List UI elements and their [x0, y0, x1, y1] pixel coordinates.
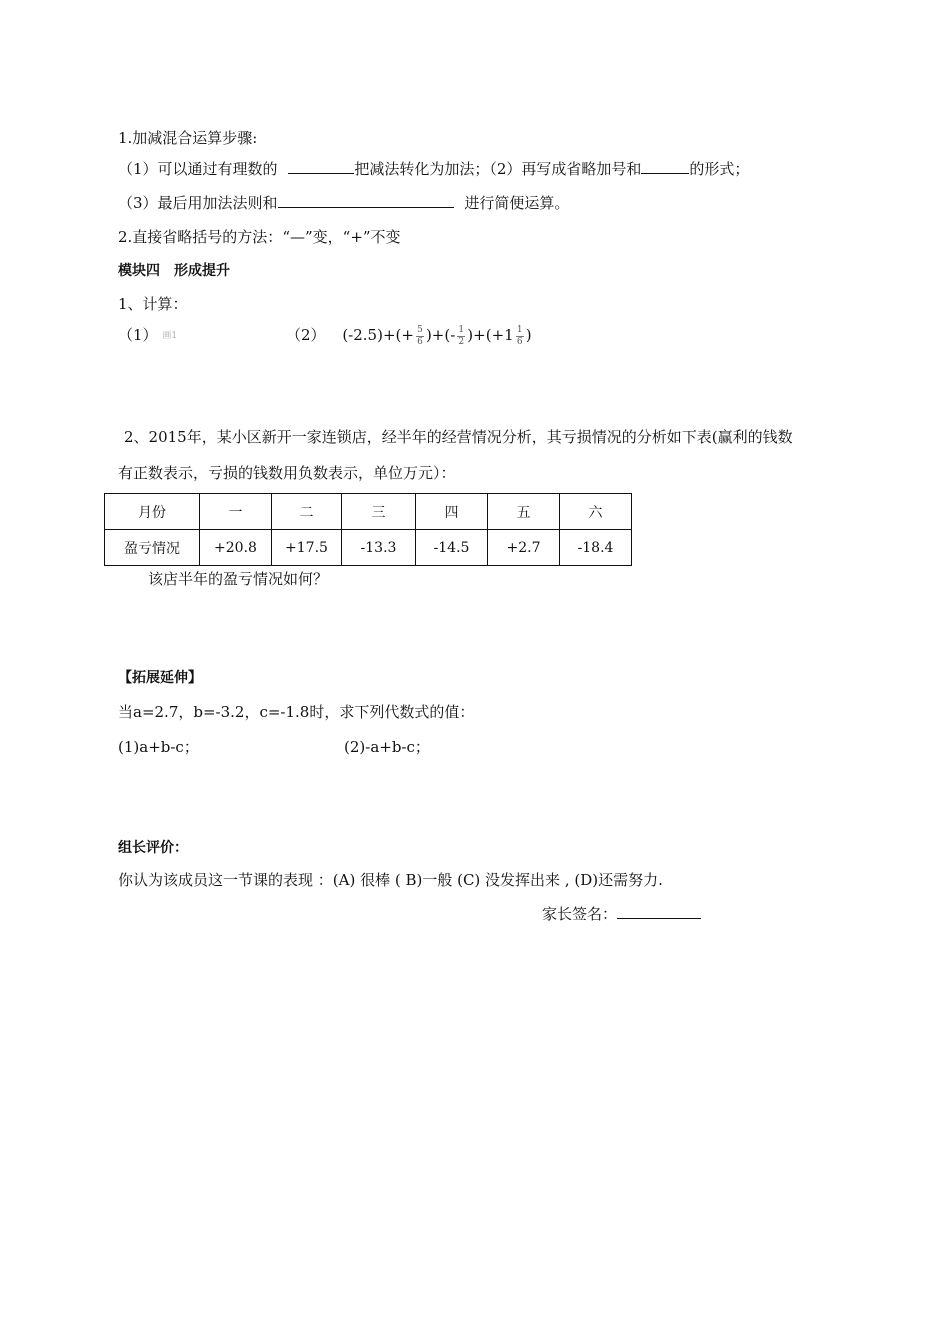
extension-q1: (1)a+b-c； [118, 738, 199, 756]
module-title: 模块四 形成提升 [118, 263, 230, 279]
fraction-one-sixth: $\frac{1}{6}$ [516, 324, 523, 347]
table-header-row [105, 494, 632, 530]
q2-part3: )+(+1 [467, 326, 514, 344]
step3-prefix: （3）最后用加法法则和 [118, 194, 278, 212]
parent-signature-label: 家长签名： [542, 905, 618, 923]
question-1 [118, 325, 177, 346]
evaluation-text: 你认为该成员这一节课的表现 ：(A) 很棒 ( B)一般 (C) 没发挥出来 , (D)还需努力. [118, 871, 663, 889]
blank-3[interactable] [278, 193, 454, 208]
step3-line [118, 193, 569, 213]
table-cell: 盈亏情况 [105, 530, 200, 566]
table-cell: -13.3 [342, 530, 416, 566]
step1-prefix: （1）可以通过有理数的 [118, 160, 278, 178]
table-cell: -14.5 [416, 530, 488, 566]
evaluation-title: 组长评价： [118, 840, 188, 856]
q2-part4: ) [525, 326, 532, 344]
table-cell: 五 [488, 494, 560, 530]
parent-signature [542, 904, 701, 924]
table-cell: 一 [200, 494, 272, 530]
table-cell: 三 [342, 494, 416, 530]
q2-part1: (-2.5)+(+ [342, 326, 414, 344]
problem2-line1: 2、2015年，某小区新开一家连锁店，经半年的经营情况分析，其亏损情况的分析如下表(赢利的钱数 [124, 428, 793, 446]
blank-2[interactable] [641, 159, 689, 174]
table-cell: 月份 [105, 494, 200, 530]
problem2-question: 该店半年的盈亏情况如何？ [148, 570, 329, 588]
table-cell: +2.7 [488, 530, 560, 566]
step1-mid: 把减法转化为加法；（2）再写成省略加号和 [354, 160, 642, 178]
extension-condition: 当a=2.7，b=-3.2，c=-1.8时，求下列代数式的值： [118, 703, 475, 721]
fraction-one-half: $\frac{1}{2}$ [458, 324, 465, 347]
step3-suffix: 进行简便运算。 [464, 194, 570, 212]
profit-loss-table [104, 493, 632, 566]
section1-title: 1.加减混合运算步骤: [118, 129, 258, 147]
table-cell: +17.5 [272, 530, 342, 566]
table-cell: +20.8 [200, 530, 272, 566]
table-row [105, 530, 632, 566]
step1-line [118, 159, 749, 179]
q2-part2: )+(- [425, 326, 456, 344]
table-cell: 二 [272, 494, 342, 530]
signature-blank[interactable] [617, 904, 701, 919]
problem2-line2: 有正数表示，亏损的钱数用负数表示，单位万元）： [118, 464, 456, 482]
q1-label: （1） [118, 326, 158, 344]
table-cell: 六 [560, 494, 632, 530]
question-2 [286, 325, 532, 347]
q2-label: （2） [286, 326, 326, 344]
table-cell: 四 [416, 494, 488, 530]
q1-expression-image: 画1 [162, 331, 178, 341]
step1-suffix: 的形式； [689, 160, 750, 178]
blank-1[interactable] [288, 159, 354, 174]
rule-line: 2.直接省略括号的方法：“—”变，“+”不变 [118, 228, 401, 246]
calc-label: 1、计算： [118, 295, 188, 313]
extension-q2: (2)-a+b-c； [344, 738, 430, 756]
fraction-five-sixths: $\frac{5}{6}$ [417, 324, 423, 347]
table-cell: -18.4 [560, 530, 632, 566]
extension-title: 【拓展延伸】 [118, 670, 202, 686]
